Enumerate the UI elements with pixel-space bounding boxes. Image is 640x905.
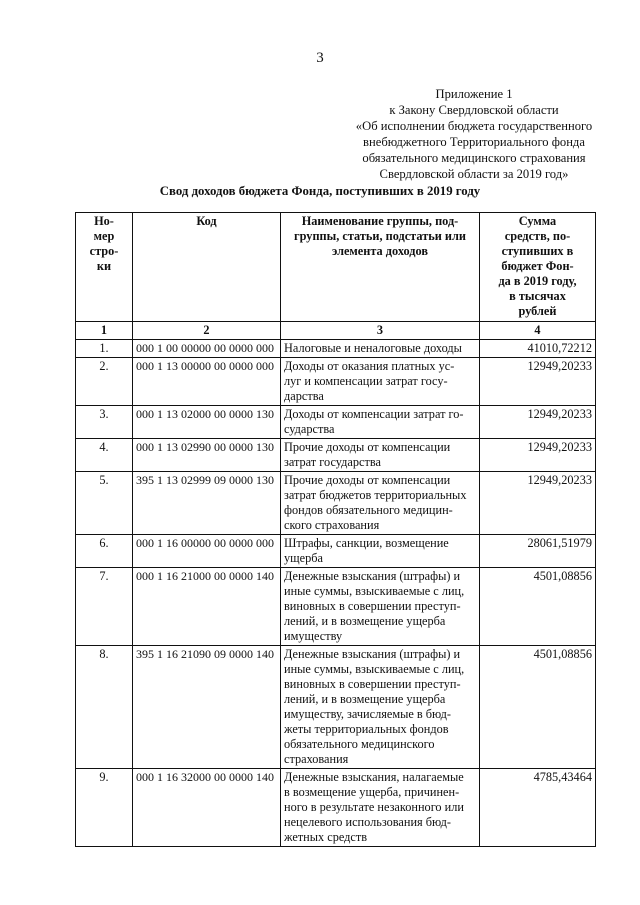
revenue-amount: 12949,20233 [480,472,596,535]
cell-line: ного в результате незаконного или [284,800,464,814]
cell-line: Доходы от компенсации затрат го- [284,407,464,421]
cell-line: в тысячах [509,289,566,303]
cell-line: элемента доходов [331,244,429,258]
revenue-name [281,340,480,358]
cell-line: фондов обязательного медицин- [284,503,453,517]
table-row [76,406,596,439]
document-title: Свод доходов бюджета Фонда, поступивших в 2019 году [159,184,481,198]
cell-line: да в 2019 году, [498,274,577,288]
revenue-name [281,358,480,406]
cell-line: Сумма [518,214,557,228]
revenue-name [281,406,480,439]
revenue-code: 395 1 13 02999 09 0000 130 [133,472,281,535]
cell-line: мер [93,229,115,243]
revenue-code: 000 1 16 00000 00 0000 000 [133,535,281,568]
cell-line: стро- [89,244,119,258]
page-number: 3 [316,50,324,66]
row-number: 6. [76,535,133,568]
table-row [76,439,596,472]
column-number: 2 [133,322,281,340]
revenue-amount: 12949,20233 [480,358,596,406]
cell-line: луг и компенсации затрат госу- [284,374,448,388]
cell-line: имуществу, зачисляемые в бюд- [284,707,451,721]
revenue-name [281,646,480,769]
cell-line: Наименование группы, под- [301,214,459,228]
revenue-code: 000 1 00 00000 00 0000 000 [133,340,281,358]
table-header-row [76,213,596,322]
revenue-name [281,472,480,535]
row-number: 4. [76,439,133,472]
cell-line: Доходы от оказания платных ус- [284,359,455,373]
cell-line: жетных средств [284,830,368,844]
cell-line: дарства [284,389,324,403]
cell-line: Прочие доходы от компенсации [284,440,451,454]
cell-line: лений, и в возмещение ущерба [284,614,446,628]
cell-line: Код [196,214,217,228]
column-number: 3 [281,322,480,340]
cell-line: Денежные взыскания (штрафы) и [284,569,461,583]
cell-line: ки [96,259,112,273]
cell-line: ущерба [284,551,323,565]
cell-line: сударства [284,422,335,436]
revenue-amount: 41010,72212 [480,340,596,358]
cell-line: ского страхования [284,518,380,532]
cell-line: иные суммы, взыскиваемые с лиц, [284,584,465,598]
cell-line: обязательного медицинского [284,737,435,751]
cell-line: иные суммы, взыскиваемые с лиц, [284,662,465,676]
column-number-row [76,322,596,340]
table-row [76,358,596,406]
revenue-amount: 12949,20233 [480,439,596,472]
cell-line: Прочие доходы от компенсации [284,473,451,487]
annex-line: внебюджетного Территориального фонда [363,135,585,149]
cell-line: лений, и в возмещение ущерба [284,692,446,706]
cell-line: имуществу [284,629,343,643]
column-number: 1 [76,322,133,340]
revenue-amount: 12949,20233 [480,406,596,439]
row-number: 5. [76,472,133,535]
header-amount [480,213,596,322]
cell-line: в возмещение ущерба, причинен- [284,785,460,799]
row-number: 3. [76,406,133,439]
row-number: 2. [76,358,133,406]
cell-line: Но- [94,214,114,228]
annex-line: обязательного медицинского страхования [362,151,586,165]
cell-line: Штрафы, санкции, возмещение [284,536,449,550]
row-number: 8. [76,646,133,769]
revenue-code: 000 1 13 02000 00 0000 130 [133,406,281,439]
cell-line: виновных в совершении преступ- [284,677,461,691]
revenue-code: 000 1 13 00000 00 0000 000 [133,358,281,406]
revenue-amount: 4501,08856 [480,646,596,769]
row-number: 9. [76,769,133,847]
cell-line: Денежные взыскания (штрафы) и [284,647,461,661]
cell-line: затрат государства [284,455,381,469]
table-row [76,568,596,646]
cell-line: затрат бюджетов территориальных [284,488,467,502]
table-row [76,769,596,847]
row-number: 7. [76,568,133,646]
cell-line: рублей [518,304,557,318]
cell-line: средств, по- [504,229,571,243]
header-name [281,213,480,322]
cell-line: нецелевого использования бюд- [284,815,451,829]
revenue-table [75,212,596,847]
revenue-code: 000 1 16 32000 00 0000 140 [133,769,281,847]
revenue-code: 395 1 16 21090 09 0000 140 [133,646,281,769]
table-body [76,340,596,847]
annex-line: Свердловской области за 2019 год» [379,167,569,181]
cell-line: Налоговые и неналоговые доходы [284,341,462,355]
annex-line: «Об исполнении бюджета государственного [355,119,593,133]
annex-header [335,86,613,182]
header-code [133,213,281,322]
revenue-name [281,439,480,472]
table-row [76,340,596,358]
row-number: 1. [76,340,133,358]
revenue-amount: 4785,43464 [480,769,596,847]
annex-line: Приложение 1 [435,87,513,101]
revenue-name [281,535,480,568]
annex-line: к Закону Свердловской области [389,103,559,117]
revenue-code: 000 1 16 21000 00 0000 140 [133,568,281,646]
revenue-name [281,568,480,646]
cell-line: бюджет Фон- [501,259,574,273]
cell-line: страхования [284,752,349,766]
table-row [76,472,596,535]
revenue-amount: 28061,51979 [480,535,596,568]
revenue-amount: 4501,08856 [480,568,596,646]
table-row [76,535,596,568]
revenue-name [281,769,480,847]
cell-line: группы, статьи, подстатьи или [294,229,466,243]
table-row [76,646,596,769]
header-row-number [76,213,133,322]
column-number: 4 [480,322,596,340]
cell-line: жеты территориальных фондов [284,722,449,736]
cell-line: Денежные взыскания, налагаемые [284,770,464,784]
cell-line: ступивших в [501,244,574,258]
revenue-code: 000 1 13 02990 00 0000 130 [133,439,281,472]
cell-line: виновных в совершении преступ- [284,599,461,613]
